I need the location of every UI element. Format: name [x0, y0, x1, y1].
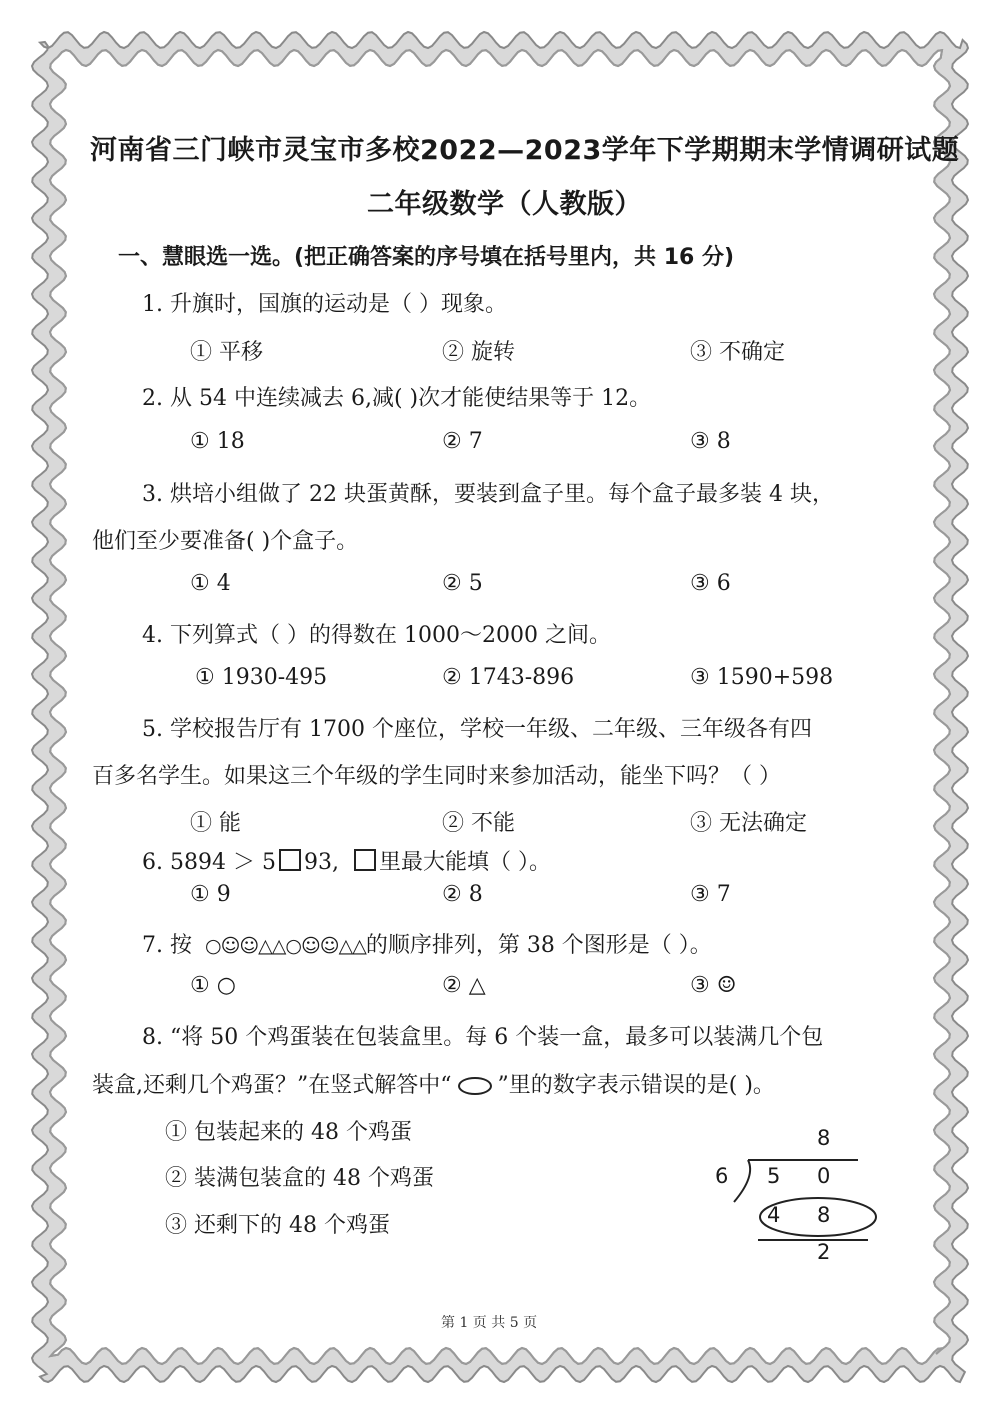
- q6-part2: 93,: [303, 850, 339, 875]
- q2-option-1: ① 18: [190, 429, 245, 454]
- q7-option-1: ① ○: [190, 973, 236, 998]
- section-heading: 一、慧眼选一选。(把正确答案的序号填在括号里内，共 16 分): [118, 245, 735, 270]
- q8-line2-start: 装盒,还剩几个鸡蛋？”在竖式解答中“: [92, 1073, 452, 1098]
- q6-option-3: ③ 7: [690, 882, 731, 907]
- division-remainder: 2: [817, 1240, 831, 1264]
- q6-option-1: ① 9: [190, 882, 231, 907]
- q5-option-2: ② 不能: [442, 811, 515, 836]
- question-3-line1: 3. 烘培小组做了 22 块蛋黄酥，要装到盒子里。每个盒子最多装 4 块，: [142, 482, 834, 507]
- q6-option-2: ② 8: [442, 882, 483, 907]
- q8-option-3: ③ 还剩下的 48 个鸡蛋: [165, 1213, 390, 1238]
- q3-option-2: ② 5: [442, 571, 483, 596]
- question-5-line2: 百多名学生。如果这三个年级的学生同时来参加活动，能坐下吗？（ ）: [92, 764, 781, 789]
- q2-option-2: ② 7: [442, 429, 483, 454]
- blank-box-icon: [279, 849, 301, 871]
- shape-pattern-icons: ○☺☺△△○☺☺△△: [204, 935, 366, 957]
- question-3-line2: 他们至少要准备( )个盒子。: [92, 529, 359, 554]
- oval-icon: [458, 1077, 492, 1095]
- question-4: 4. 下列算式（ ）的得数在 1000～2000 之间。: [142, 623, 611, 648]
- q1-option-3: ③ 不确定: [690, 340, 785, 365]
- q8-option-2: ② 装满包装盒的 48 个鸡蛋: [165, 1166, 434, 1191]
- page-title-line2: 二年级数学（人教版）: [367, 189, 642, 220]
- question-6: [142, 845, 551, 876]
- q8-line2-end: ”里的数字表示错误的是( )。: [497, 1073, 775, 1098]
- q3-option-3: ③ 6: [690, 571, 731, 596]
- q4-option-3: ③ 1590+598: [690, 665, 834, 690]
- blank-box-icon: [354, 849, 376, 871]
- highlight-oval: [760, 1198, 876, 1236]
- q7-option-2: ② △: [442, 973, 486, 998]
- question-7: [142, 928, 712, 959]
- q5-option-1: ① 能: [190, 811, 241, 836]
- q6-part1: 6. 5894 ＞ 5: [142, 850, 276, 875]
- division-product-ones: 8: [817, 1203, 831, 1227]
- q2-option-3: ③ 8: [690, 429, 731, 454]
- q7-suffix: 的顺序排列，第 38 个图形是（ ）。: [365, 933, 712, 958]
- q8-option-1: ① 包装起来的 48 个鸡蛋: [165, 1120, 412, 1145]
- division-divisor: 6: [715, 1164, 729, 1188]
- q5-option-3: ③ 无法确定: [690, 811, 807, 836]
- q7-option-3: ③ ☺: [690, 973, 737, 998]
- question-8-line1: 8. “将 50 个鸡蛋装在包装盒里。每 6 个装一盒，最多可以装满几个包: [142, 1025, 824, 1050]
- division-dividend-tens: 5: [767, 1164, 781, 1188]
- q7-prefix: 7. 按: [142, 933, 192, 958]
- page-title-line1: 河南省三门峡市灵宝市多校2022—2023学年下学期期末学情调研试题: [90, 135, 960, 166]
- question-5-line1: 5. 学校报告厅有 1700 个座位，学校一年级、二年级、三年级各有四: [142, 717, 812, 742]
- page-footer: 第 1 页 共 5 页: [441, 1315, 538, 1331]
- q3-option-1: ① 4: [190, 571, 231, 596]
- q4-option-2: ② 1743-896: [442, 665, 575, 690]
- q6-part3: 里最大能填（ ）。: [378, 850, 551, 875]
- q1-option-1: ① 平移: [190, 340, 263, 365]
- question-8-line2: [92, 1068, 775, 1099]
- question-1: 1. 升旗时，国旗的运动是（ ）现象。: [142, 292, 507, 317]
- q4-option-1: ① 1930-495: [195, 665, 328, 690]
- division-bracket: [734, 1160, 750, 1202]
- long-division-lines: [700, 1150, 890, 1250]
- q1-option-2: ② 旋转: [442, 340, 515, 365]
- division-product-tens: 4: [767, 1203, 781, 1227]
- division-quotient: 8: [817, 1126, 831, 1150]
- question-2: 2. 从 54 中连续减去 6,减( )次才能使结果等于 12。: [142, 386, 652, 411]
- division-dividend-ones: 0: [817, 1164, 831, 1188]
